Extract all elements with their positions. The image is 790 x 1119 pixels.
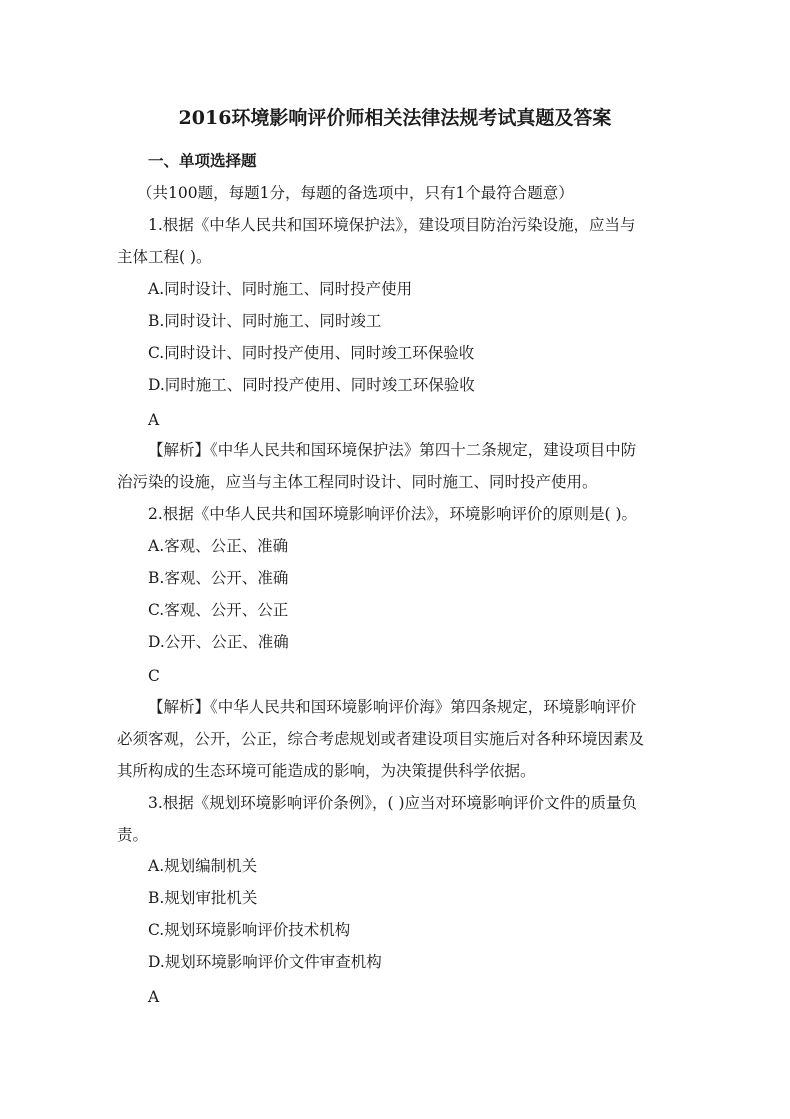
question-2-option-a: A.客观、公正、准确 xyxy=(148,537,289,555)
question-1-text-line-1: 1.根据《中华人民共和国环境保护法》，建设项目防治污染设施，应当与 xyxy=(148,216,636,234)
question-1-option-a: A.同时设计、同时施工、同时投产使用 xyxy=(148,280,413,298)
question-1-option-b: B.同时设计、同时施工、同时竣工 xyxy=(148,312,382,330)
instructions: （共100题，每题1分，每题的备选项中，只有1个最符合题意） xyxy=(137,184,574,202)
question-1-analysis-line-1: 【解析】《中华人民共和国环境保护法》第四十二条规定，建设项目中防 xyxy=(148,441,637,459)
question-2-analysis-line-1: 【解析】《中华人民共和国环境影响评价海》第四条规定，环境影响评价 xyxy=(148,698,637,716)
question-1-text-line-2: 主体工程( )。 xyxy=(117,248,212,266)
question-3-option-a: A.规划编制机关 xyxy=(148,857,258,875)
question-3-option-c: C.规划环境影响评价技术机构 xyxy=(148,921,351,939)
question-2-text-line-1: 2.根据《中华人民共和国环境影响评价法》，环境影响评价的原则是( )。 xyxy=(148,505,638,523)
question-3-option-b: B.规划审批机关 xyxy=(148,889,258,907)
question-2-option-d: D.公开、公正、准确 xyxy=(148,633,289,651)
question-1-option-c: C.同时设计、同时投产使用、同时竣工环保验收 xyxy=(148,344,475,362)
question-3-option-d: D.规划环境影响评价文件审查机构 xyxy=(148,953,382,971)
question-3-text-line-1: 3.根据《规划环境影响评价条例》，( )应当对环境影响评价文件的质量负 xyxy=(148,794,638,812)
question-3-text-line-2: 责。 xyxy=(117,826,149,844)
document-title: 2016环境影响评价师相关法律法规考试真题及答案 xyxy=(178,107,612,129)
question-1-answer: A xyxy=(148,411,160,429)
section-heading: 一、单项选择题 xyxy=(148,151,257,170)
question-2-option-b: B.客观、公开、准确 xyxy=(148,569,289,587)
question-2-analysis-line-3: 其所构成的生态环境可能造成的影响，为决策提供科学依据。 xyxy=(117,762,536,780)
question-3-answer: A xyxy=(148,988,160,1006)
question-1-option-d: D.同时施工、同时投产使用、同时竣工环保验收 xyxy=(148,376,475,394)
question-2-analysis-line-2: 必须客观，公开，公正，综合考虑规划或者建设项目实施后对各种环境因素及 xyxy=(117,730,645,748)
question-1-analysis-line-2: 治污染的设施，应当与主体工程同时设计、同时施工、同时投产使用。 xyxy=(117,473,598,491)
question-2-option-c: C.客观、公开、公正 xyxy=(148,601,289,619)
question-2-answer: C xyxy=(148,667,160,685)
